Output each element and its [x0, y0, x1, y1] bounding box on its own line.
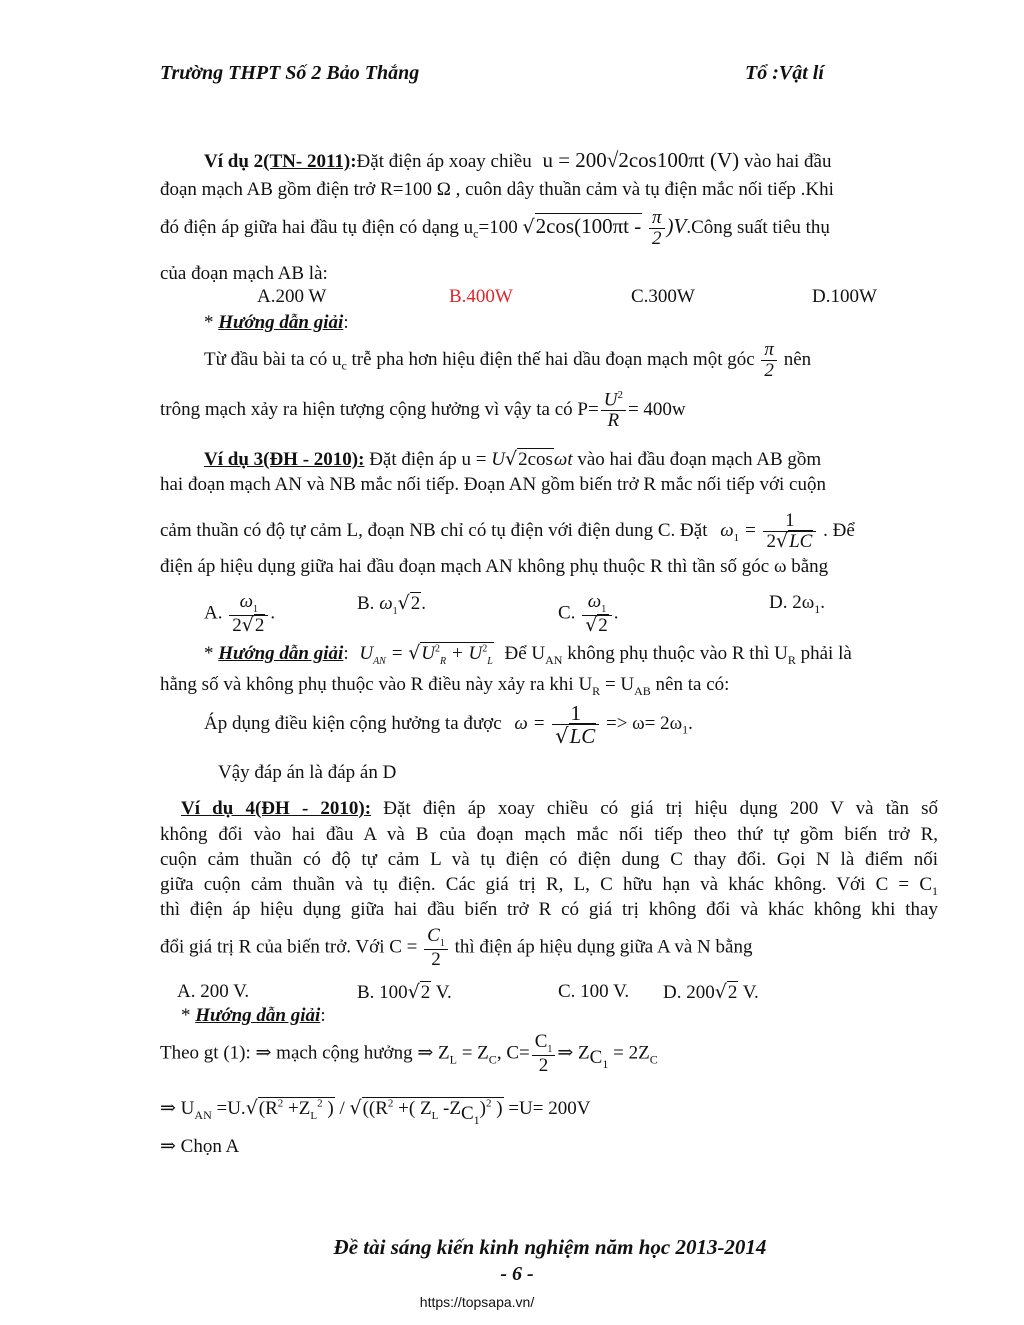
ex4-theo-arrow: ⇒ Z [557, 1042, 590, 1064]
ex2-u2-over-r: $\frac{U^2}{R}$ [601, 390, 626, 431]
ex2-option-c: C.300W [631, 286, 695, 307]
ex4-line4-sub: 1 [932, 883, 938, 898]
ex3-line3-end: . Để [823, 519, 855, 541]
footer-page: - 6 - [500, 1263, 534, 1285]
ex3-apply-frac: $\frac{1}{√LC}$ [552, 702, 599, 747]
ex4-option-b-label: B. 100 [357, 982, 408, 1003]
ex4-option-b: B. 100√2 V. [357, 981, 452, 1003]
ex4-theo-sub4: C [649, 1052, 658, 1067]
ex4-uan-root1c: ) [322, 1098, 334, 1119]
ex3-text1: Đặt điện áp u = [369, 449, 487, 470]
ex2-sol1-pi-over-2: $\frac{\pi}{2}$ [761, 340, 777, 381]
ex3-const-end: nên ta có: [650, 674, 730, 695]
ex2-line2: đoạn mạch AB gồm điện trở R=100 Ω , cuôn dây thuần cảm và tụ điện mắc nối tiếp .Khi [160, 179, 834, 200]
ex2-guide-colon: : [343, 312, 349, 333]
ex4-theo-subl: L [449, 1052, 457, 1067]
ex4-theo-text: Theo gt (1): ⇒ mạch cộng hưởng ⇒ Z [160, 1042, 450, 1064]
ex3-line4: điện áp hiệu dụng giữa hai đầu đoạn mạch AN không phụ thuộc R thì tần số góc ω bằng [160, 556, 829, 577]
ex4-uan-end: =U= 200V [503, 1098, 591, 1119]
ex4-chon: ⇒ Chọn A [160, 1136, 240, 1157]
ex3-option-a-frac: $\frac{\omega_1}{2√2}$ [229, 592, 268, 636]
ex4-line6-end: thì điện áp hiệu dụng giữa A và N bằng [454, 936, 753, 958]
ex4-option-d-label: D. 200 [663, 982, 715, 1003]
ex4-uan-root2e: ) [491, 1098, 503, 1119]
ex3-const-sub1: R [592, 683, 601, 698]
ex4-uan-slash: / [334, 1098, 350, 1119]
ex4-line3: cuộn cảm thuần có độ tự cảm L và tụ điện có điện dung C thay đổi. Gọi N là điểm nối [160, 849, 938, 870]
footer-title: Đề tài sáng kiến kinh nghiệm năm học 2013-2014 [333, 1235, 767, 1259]
ex2-formula-u: u = 200√2cos100πt (V) [542, 148, 740, 172]
ex2-after-formula: vào hai đầu [743, 151, 832, 172]
ex3-answer: Vậy đáp án là đáp án D [218, 762, 397, 783]
ex3-option-d-label: D. 2ω [769, 592, 815, 613]
ex4-uan-root1b: +Z [283, 1098, 311, 1119]
ex4-line6 [160, 926, 752, 970]
ex4-option-a: A. 200 V. [177, 981, 250, 1002]
header-school: Trường THPT Số 2 Bảo Thắng [160, 62, 420, 84]
ex3-option-c: C. $\frac{\omega_1}{√2}$ . [558, 591, 619, 637]
ex3-option-d-sub: 1 [814, 601, 821, 616]
ex4-theo-subc: C [488, 1052, 497, 1067]
ex2-sol1-end: nên [783, 348, 812, 370]
ex2-sol2-end: = 400w [627, 398, 686, 420]
ex3-line3-text: cảm thuần có độ tự cảm L, đoạn NB chỉ có tụ điện với điện dung C. Đặt [160, 519, 708, 541]
ex2-line3-cos: 2cos(100πt - [535, 213, 642, 238]
ex2-sol1-rest: trễ pha hơn hiệu điện thế hai dầu đoạn mạch một góc [346, 348, 755, 370]
ex4-option-d: D. 200√2 V. [663, 981, 759, 1003]
ex2-sol2-start: trông mạch xảy ra hiện tượng cộng hưởng vì vậy ta có P= [160, 398, 599, 420]
ex4-line1 [181, 798, 938, 820]
ex3-line2: hai đoạn mạch AN và NB mắc nối tiếp. Đoạn AN gồm biến trở R mắc nối tiếp với cuộn [160, 474, 826, 495]
ex2-line3-sub: c [473, 226, 479, 241]
ex4-line6-text: đổi giá trị R của biến trở. Với C = [160, 936, 418, 958]
ex2-guide [204, 312, 349, 334]
ex4-theo-sub3b: 1 [602, 1057, 609, 1072]
ex2-line3-start: đó điện áp giữa hai đầu tụ điện có dạng u [160, 216, 474, 238]
footer-url[interactable]: https://topsapa.vn/ [419, 1294, 535, 1310]
ex4-uan-pre: ⇒ U [160, 1098, 195, 1119]
ex4-theo-sub3: C [589, 1047, 603, 1069]
ex2-label: Ví dụ 2 [204, 151, 264, 172]
ex3-const-mid: = U [600, 674, 635, 695]
ex2-line4: của đoạn mạch AB là: [160, 263, 328, 284]
ex4-theo [160, 1032, 658, 1076]
ex4-uan-root2d: ) [479, 1098, 486, 1119]
ex2-intro: Đặt điện áp xoay chiều [356, 151, 532, 172]
ex2-solution-2 [160, 390, 686, 431]
ex3-line1: Ví dụ 3(ĐH - 2010): Đặt điện áp u = U√2cosωt vào hai đầu đoạn mạch AB gồm [204, 448, 822, 470]
ex4-uan-root2c: -Z [438, 1098, 461, 1119]
ex3-apply-dot: . [688, 712, 693, 734]
ex2-line3: đó điện áp giữa hai đầu tụ điện có dạng $u_c=100$ √2cos(100πt - $\frac{\pi}{2}$ )V.Công suất tiêu thụ [160, 207, 830, 249]
ex3-option-c-label: C. [558, 602, 576, 624]
ex3-option-a: A. $\frac{\omega_1}{2√2}$ . [204, 591, 276, 637]
ex3-option-c-frac: $\frac{\omega_1}{√2}$ [582, 592, 612, 636]
ex3-guide-label: Hướng dẫn giải [218, 643, 344, 664]
ex2-option-a: A.200 W [257, 286, 327, 307]
ex3-apply: Áp dụng điều kiện cộng hưởng ta được ω = $\frac{1}{√LC}$ => $\omega= 2\omega_1$. [204, 701, 693, 749]
ex3-text1-end: vào hai đầu đoạn mạch AB gồm [577, 449, 822, 470]
ex2-solution-1 [204, 340, 811, 381]
ex4-line1-text: Đặt điện áp xoay chiều có giá trị hiệu dụng 200 V và tần số [383, 798, 938, 819]
ex4-theo-mid: = Z [456, 1042, 489, 1064]
ex2-option-b: B.400W [449, 286, 513, 307]
ex2-pi-over-2: $\frac{\pi}{2}$ [649, 208, 665, 249]
ex2-guide-label: Hướng dẫn giải [218, 312, 344, 333]
ex4-option-b-end: V. [431, 982, 452, 1003]
ex3-const-sub2: AB [634, 683, 651, 698]
ex3-guide-colon: : [343, 643, 349, 664]
ex3-apply-end: => ω= 2ω [606, 712, 683, 734]
ex3-option-d: D. $2\omega_1$. [769, 592, 825, 616]
ex4-guide [181, 1005, 326, 1027]
ex3-guide-text3: phải là [795, 643, 852, 664]
ex4-uan-root1: (R [258, 1098, 278, 1119]
ex4-label: Ví dụ 4(ĐH - 2010): [181, 798, 372, 819]
ex3-line3: cảm thuần có độ tự cảm L, đoạn NB chỉ có tụ điện với điện dung C. Đặt $\omega_1$ = $\frac{1}{2√LC}$ . Để [160, 510, 855, 552]
ex3-guide-star: * [204, 643, 219, 664]
ex4-uan-sub: AN [194, 1107, 212, 1122]
ex4-guide-colon: : [320, 1005, 326, 1026]
ex4-uan-root2b: +( Z [393, 1098, 432, 1119]
ex4-line4-text: giữa cuộn cảm thuần và tụ điện. Các giá trị R, L, C hữu hạn và khác không. Với C = C [160, 874, 932, 895]
ex4-theo-end: = 2Z [608, 1042, 650, 1064]
ex2-sol1-start: Từ đầu bài ta có u [204, 348, 342, 370]
ex4-option-c: C. 100 V. [558, 981, 630, 1002]
ex3-guide-text-sub: AN [545, 652, 563, 667]
ex2-line1 [204, 148, 831, 173]
ex3-const-text: hằng số và không phụ thuộc vào R điều này xảy ra khi U [160, 674, 593, 695]
ex3-guide: * Hướng dẫn giải: $U_{AN} = √U^2_R + U^2_L$ Để $U_{AN}$ không phụ thuộc vào R thì $U_R$ phải là [204, 642, 852, 667]
ex2-line3-v: )V [666, 213, 687, 238]
ex3-guide-text2-sub: R [787, 652, 796, 667]
ex3-line-const [160, 674, 729, 699]
ex4-theo-frac: $\frac{C_1}{2}$ [532, 1032, 556, 1076]
ex3-option-b: B. $\omega_1√2$. [357, 592, 426, 617]
ex2-guide-star: * [204, 312, 219, 333]
ex2-colon: : [350, 151, 357, 172]
ex4-line5: thì điện áp hiệu dụng giữa hai đầu biến trở R có giá trị không đổi và khác không khi thay [160, 899, 938, 920]
ex3-option-b-label: B. [357, 593, 375, 614]
header-group: Tổ :Vật lí [745, 62, 824, 84]
ex3-guide-text: Để U [504, 643, 546, 664]
ex4-c1-over-2: $\frac{C_1}{2}$ [424, 926, 448, 970]
ex3-apply-sub: 1 [682, 722, 689, 737]
ex4-line4 [160, 874, 938, 899]
ex2-option-d: D.100W [812, 286, 877, 307]
ex3-option-a-label: A. [204, 602, 223, 624]
ex3-label: Ví dụ 3(ĐH - 2010): [204, 449, 365, 470]
ex4-uan: ⇒ $U_{AN} =U.√(R^2 +Z_L^2$ ) / $√((R^2$ +( $Z_L$ $-Z_{C_1})^2$ ) =U= 200V [160, 1097, 591, 1127]
ex2-source: (TN- 2011) [263, 151, 351, 172]
ex4-uan-mid: =U. [211, 1098, 246, 1119]
ex4-guide-star: * [181, 1005, 196, 1026]
ex2-line3-end: .Công suất tiêu thụ [686, 216, 830, 238]
ex3-guide-text2: không phụ thuộc vào R thì U [562, 643, 788, 664]
ex4-guide-label: Hướng dẫn giải [195, 1005, 321, 1026]
ex3-apply-text: Áp dụng điều kiện cộng hưởng ta được [204, 712, 502, 734]
ex4-uan-root2: ((R [362, 1098, 388, 1119]
ex2-line3-eq: =100 [478, 216, 518, 238]
ex4-theo-mid2: , C= [496, 1042, 530, 1064]
ex3-omega1-def: $\frac{1}{2√LC}$ [763, 511, 816, 552]
ex4-line2: không đổi vào hai đầu A và B của đoạn mạch mắc nối tiếp theo thứ tự gồm biến trở R, [160, 824, 938, 845]
ex3-formula: 2cos [518, 449, 553, 470]
ex4-option-d-end: V. [738, 982, 759, 1003]
ex2-sol1-sub: c [341, 358, 347, 373]
